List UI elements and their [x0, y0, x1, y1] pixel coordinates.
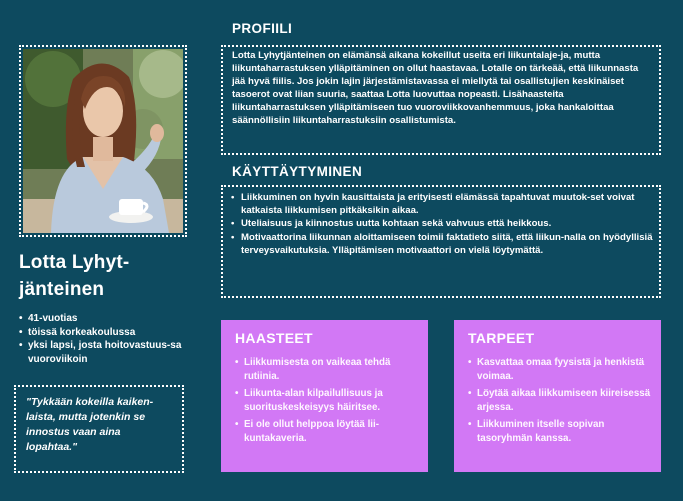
profile-box: [221, 45, 661, 155]
fact-item: • yksi lapsi, josta hoitovastuus-sa vuoroviikoin: [19, 339, 189, 366]
behavior-item: • Liikkuminen on hyvin kausittaista ja erityisesti elämässä tapahtuvat muutok-set voivat katkaista liikkumisen pitkäksikin aikaa.: [231, 192, 653, 217]
behavior-box: [221, 185, 661, 298]
needs-title: TARPEET: [468, 330, 535, 346]
challenge-item: • Liikkumisesta on vaikeaa tehdä rutiinia.: [235, 356, 418, 383]
behavior-item: • Motivaattorina liikunnan aloittamiseen toimii faktatieto siitä, että liikun-nalla on hyödyllisiä terveysvaikutuksia. Ylläpitämisen motivaattori on vielä löytymättä.: [231, 232, 653, 257]
behavior-heading: KÄYTTÄYTYMINEN: [232, 164, 363, 179]
quote-box: [14, 385, 184, 473]
need-item: • Löytää aikaa liikkumiseen kiireisessä arjessa.: [468, 387, 651, 414]
behavior-list: [231, 192, 653, 257]
persona-photo: [19, 45, 187, 237]
need-item: • Liikkuminen itselle sopivan tasoryhmän kanssa.: [468, 418, 651, 445]
portrait-image: [23, 49, 183, 233]
challenge-item: • Liikunta-alan kilpailullisuus ja suorituskeskeisyys häiritsee.: [235, 387, 418, 414]
profile-text: Lotta Lyhytjänteinen on elämänsä aikana kokeillut useita eri liikuntalaje-ja, mutta liikuntaharrastuksen ylläpitäminen on ollut haastavaa. Lotalle on tärkeää, että liikunnasta jää hyvä fiilis. Jos jokin lajin järjestämistavassa ei miellytä tai osallistujien keskinäiset tasoerot ovat liian suuria, saattaa Lotta luovuttaa nopeasti. Lisähaasteita liikuntaharrastuksen ylläpitämiseen tuo vuoroviikkovanhemmuus, joka hankaloittaa säännöllisiin liikuntaharrastuksiin osallistumista.: [232, 50, 639, 126]
fact-item: • 41-vuotias: [19, 312, 189, 326]
persona-quote: "Tykkään kokeilla kaiken-laista, mutta jotenkin se innostus vaan aina lopahtaa.": [26, 396, 154, 453]
challenges-list: [235, 356, 418, 445]
challenges-card: [221, 320, 428, 472]
persona-facts: [19, 312, 189, 366]
fact-item: • töissä korkeakoulussa: [19, 326, 189, 340]
profile-heading: PROFIILI: [232, 21, 293, 36]
persona-name: Lotta Lyhyt-jänteinen: [19, 252, 130, 300]
behavior-item: • Uteliaisuus ja kiinnostus uutta kohtaan sekä vahvuus että heikkous.: [231, 218, 653, 231]
challenges-title: HAASTEET: [235, 330, 313, 346]
need-item: • Kasvattaa omaa fyysistä ja henkistä voimaa.: [468, 356, 651, 383]
needs-list: [468, 356, 651, 445]
needs-card: [454, 320, 661, 472]
challenge-item: • Ei ole ollut helppoa löytää lii-kuntakaveria.: [235, 418, 418, 445]
